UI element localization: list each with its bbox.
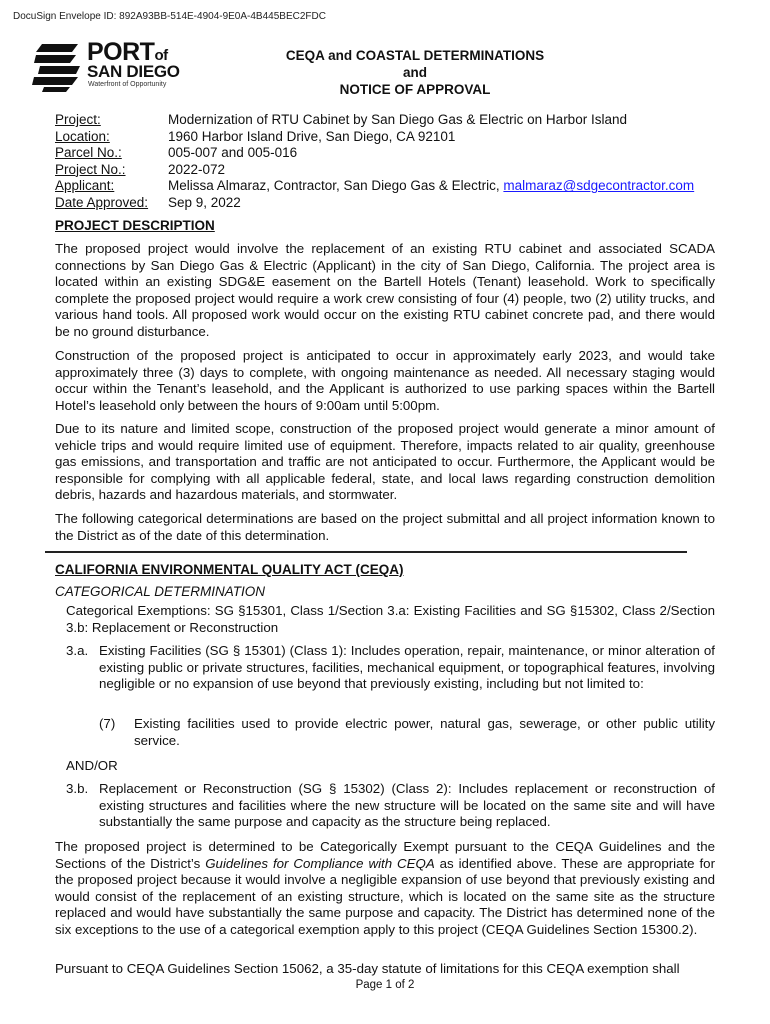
info-row-date: Date Approved: Sep 9, 2022 <box>55 194 241 210</box>
info-row-parcel: Parcel No.: 005-007 and 005-016 <box>55 145 298 161</box>
ceqa-heading: CALIFORNIA ENVIRONMENTAL QUALITY ACT (CEQA) <box>55 562 404 577</box>
and-or: AND/OR <box>66 758 118 773</box>
description-paragraph-2: Construction of the proposed project is anticipated to occur in approximately early 2023, and would take approximately three (3) days to complete, with ongoing maintenance as needed. All necessary staging would occur within the Tenant’s leasehold, and the Applicant is authorized to use parking spaces within the Bartell Hotel’s leasehold only between the hours of 9:00am until 5:00pm. <box>55 348 715 413</box>
item-7-number: (7) <box>99 716 116 731</box>
item-3a-number: 3.a. <box>66 643 89 658</box>
logo-san-diego: SAN DIEGO <box>87 62 180 81</box>
description-paragraph-4: The following categorical determinations are based on the project submittal and all project information known to the District as of the date of this determination. <box>55 511 715 543</box>
item-3b-text: Replacement or Reconstruction (SG § 15302) (Class 2): Includes replacement or reconstruction of existing structures and facilities where the new structure will be located on the same site and will have substantially the same purpose and capacity as the structure being replaced. <box>99 781 715 829</box>
applicant-email-link[interactable]: malmaraz@sdgecontractor.com <box>503 178 695 194</box>
title-line2: and <box>402 65 427 80</box>
logo-port: PORTof <box>87 38 168 66</box>
description-paragraph-3: Due to its nature and limited scope, construction of the proposed project would generate a minor amount of vehicle trips and would require limited use of equipment. Therefore, impacts related to air quality, greenhouse gas emissions, and transportation and traffic are not anticipated to occur. Furthermore, the Applicant would be responsible for complying with all applicable federal, state, and local laws regarding construction demolition debris, hazards and hazardous materials, and stormwater. <box>55 421 715 502</box>
description-paragraph-1: The proposed project would involve the replacement of an existing RTU cabinet and associated SCADA connections by San Diego Gas & Electric (Applicant) in the city of San Diego, California. The project area is located within an existing SDG&E easement on the Bartell Hotels (Tenant) leasehold. Work to specifically complete the proposed project would require a work crew consisting of four (4) people, two (2) utility trucks, and various hand tools. All proposed work would occur on the existing RTU cabinet concrete pad, and there would be no ground disturbance. <box>55 241 715 339</box>
info-row-applicant: Applicant: Melissa Almaraz, Contractor, San Diego Gas & Electric, malmaraz@sdgecontractor.com <box>55 178 695 194</box>
section-divider <box>45 551 687 553</box>
categorical-determination-heading: CATEGORICAL DETERMINATION <box>55 584 266 599</box>
project-description-heading: PROJECT DESCRIPTION <box>55 218 215 233</box>
ceqa-determination-paragraph: The proposed project is determined to be Categorically Exempt pursuant to the CEQA Guidelines and the Sections of the District’s Guidelines for Compliance with CEQA as identified above. These are appropriate for the proposed project because it would involve a negligible expansion of use beyond that previously existing and would consist of the replacement of an existing structure, which is located on the same site as the structure replaced and would have substantially the same purpose and capacity. The District has determined none of the six exceptions to the use of a categorical exemption apply to this project (CEQA Guidelines Section 15300.2). <box>55 839 716 937</box>
info-row-project: Project: Modernization of RTU Cabinet by San Diego Gas & Electric on Harbor Island <box>55 112 627 127</box>
envelope-id: DocuSign Envelope ID: 892A93BB-514E-4904-9E0A-4B445BEC2FDC <box>13 11 326 22</box>
project-info <box>55 112 694 212</box>
item-7-text: Existing facilities used to provide electric power, natural gas, sewerage, or other public utility service. <box>134 716 715 748</box>
item-3a-text: Existing Facilities (SG § 15301) (Class 1): Includes operation, repair, maintenance, or minor alteration of existing public or private structures, facilities, mechanical equipment, or topographical features, involving negligible or no expansion of use beyond that previously existing, including but not limited to: <box>99 643 715 691</box>
page-number: Page 1 of 2 <box>355 979 415 991</box>
title-line1: CEQA and COASTAL DETERMINATIONS <box>285 48 545 63</box>
categorical-exemptions: Categorical Exemptions: SG §15301, Class 1/Section 3.a: Existing Facilities and SG §15302, Class 2/Section 3.b: Replacement or Reconstruction <box>66 603 715 635</box>
logo-tagline: Waterfront of Opportunity <box>88 81 167 88</box>
item-3b-number: 3.b. <box>66 781 89 796</box>
wave-icon <box>32 42 84 92</box>
pursuant-paragraph: Pursuant to CEQA Guidelines Section 15062, a 35-day statute of limitations for this CEQA exemption shall <box>55 961 680 976</box>
title-line3: NOTICE OF APPROVAL <box>339 82 491 97</box>
info-row-location: Location: 1960 Harbor Island Drive, San Diego, CA 92101 <box>55 128 456 144</box>
info-row-project-no: Project No.: 2022-072 <box>55 161 226 177</box>
